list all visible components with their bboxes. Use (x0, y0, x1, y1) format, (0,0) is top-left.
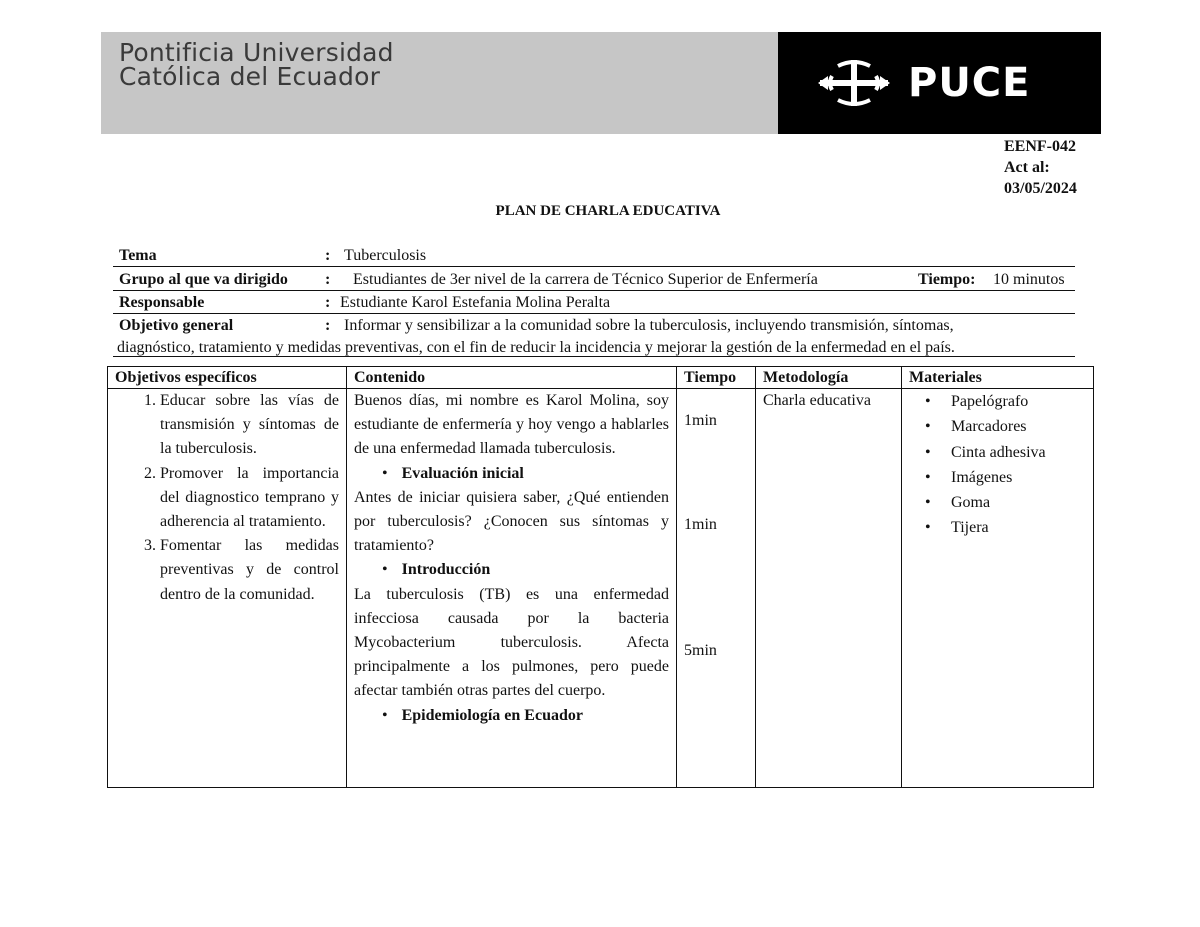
objetivo-value-line2: diagnóstico, tratamiento y medidas preventivas, con el fin de reducir la incidencia y mejorar la gestión de la enfermedad en el país. (117, 339, 955, 356)
objetivo-label: Objetivo general (119, 317, 234, 334)
puce-logo-text: PUCE (908, 60, 1031, 106)
objective-item: 2. Promover la importancia del diagnostico temprano y adherencia al tratamiento. (160, 462, 339, 535)
time-value: 1min (684, 412, 717, 429)
document-code-block (1004, 136, 1077, 199)
tema-label: Tema (119, 247, 157, 264)
table-header-row (108, 367, 1094, 389)
responsable-value: Estudiante Karol Estefania Molina Peralta (340, 294, 611, 311)
header-tiempo: Tiempo (677, 367, 756, 389)
content-heading-evaluacion: • Evaluación inicial (354, 462, 669, 486)
header-materiales: Materiales (902, 367, 1094, 389)
material-item: • Tijera (951, 515, 1086, 540)
header-contenido: Contenido (347, 367, 677, 389)
methodology-cell (756, 389, 902, 788)
content-heading-introduccion: • Introducción (354, 558, 669, 582)
tema-colon: : (325, 247, 331, 264)
responsable-label: Responsable (119, 294, 205, 311)
methodology-value: Charla educativa (763, 392, 871, 409)
content-cell (347, 389, 677, 788)
university-name-line2: Católica del Ecuador (119, 62, 381, 91)
tiempo-label: Tiempo: (918, 271, 976, 288)
time-cell (677, 389, 756, 788)
objectives-cell (108, 389, 347, 788)
plan-table (107, 366, 1094, 788)
content-text-introduccion: La tuberculosis (TB) es una enfermedad infecciosa causada por la bacteria Mycobacterium tuberculosis. Afecta principalmente a los pulmones, pero puede afectar también otras partes del cuerpo. (354, 585, 669, 700)
objetivo-value-line1: Informar y sensibilizar a la comunidad sobre la tuberculosis, incluyendo transmisión, síntomas, (344, 317, 954, 334)
puce-emblem-icon (818, 56, 890, 110)
tiempo-value: 10 minutos (993, 271, 1065, 288)
material-item: • Marcadores (951, 414, 1086, 439)
grupo-value: Estudiantes de 3er nivel de la carrera de Técnico Superior de Enfermería (353, 271, 818, 288)
objective-item: 1. Educar sobre las vías de transmisión y síntomas de la tuberculosis. (160, 389, 339, 462)
university-name-panel (101, 32, 778, 134)
table-row (108, 389, 1094, 788)
objectives-list (110, 389, 339, 607)
content-intro: Buenos días, mi nombre es Karol Molina, soy estudiante de enfermería y hoy vengo a hablarles de una enfermedad llamada tuberculosis. (354, 392, 669, 458)
materials-cell (902, 389, 1094, 788)
material-item: • Goma (951, 490, 1086, 515)
materials-list (909, 389, 1086, 541)
material-item: • Imágenes (951, 465, 1086, 490)
divider-line (113, 313, 1075, 314)
grupo-label: Grupo al que va dirigido (119, 271, 288, 288)
time-value: 5min (684, 642, 717, 659)
divider-line (113, 266, 1075, 267)
puce-logo-panel (778, 32, 1101, 134)
document-code: EENF-042 (1004, 138, 1076, 155)
document-title: PLAN DE CHARLA EDUCATIVA (495, 203, 721, 219)
responsable-colon: : (325, 294, 331, 311)
tema-value: Tuberculosis (344, 247, 427, 264)
objective-item: 3. Fomentar las medidas preventivas y de control dentro de la comunidad. (160, 534, 339, 607)
grupo-colon: : (325, 271, 331, 288)
updated-date: 03/05/2024 (1004, 180, 1077, 197)
university-name-line1: Pontificia Universidad (119, 38, 394, 67)
updated-label: Act al: (1004, 159, 1050, 176)
objetivo-colon: : (325, 317, 331, 334)
header-metodologia: Metodología (756, 367, 902, 389)
content-heading-epidemiologia: • Epidemiología en Ecuador (354, 704, 669, 728)
time-value: 1min (684, 516, 717, 533)
header-objetivos: Objetivos específicos (108, 367, 347, 389)
material-item: • Papelógrafo (951, 389, 1086, 414)
document-header (101, 32, 1101, 134)
content-text-evaluacion: Antes de iniciar quisiera saber, ¿Qué entienden por tuberculosis? ¿Conocen sus síntomas y tratamiento? (354, 488, 669, 555)
material-item: • Cinta adhesiva (951, 440, 1086, 465)
divider-line (113, 356, 1075, 357)
divider-line (113, 290, 1075, 291)
